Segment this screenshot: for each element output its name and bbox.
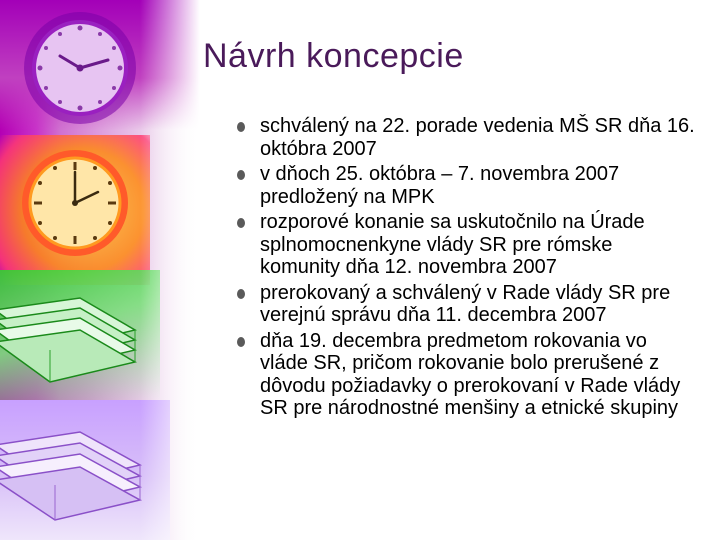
bullet-item	[236, 211, 696, 279]
bullet-dot-icon	[237, 218, 245, 228]
bullet-text: v dňoch 25. októbra – 7. novembra 2007 predložený na MPK	[260, 163, 620, 208]
strip-fade	[140, 0, 200, 540]
bullet-item	[236, 163, 696, 208]
bullet-text: rozporové konanie sa uskutočnilo na Úrade splnomocnenkyne vlády SR pre rómske komunity dňa 12. novembra 2007	[260, 211, 645, 278]
bullet-text: schválený na 22. porade vedenia MŠ SR dňa 16. októbra 2007	[260, 115, 695, 160]
bullet-dot-icon	[237, 122, 245, 132]
orange-clock-icon	[20, 148, 130, 258]
purple-papers-icon	[0, 420, 150, 530]
bullet-text: prerokovaný a schválený v Rade vlády SR pre verejnú správu dňa 11. decembra 2007	[260, 281, 671, 326]
slide-title: Návrh koncepcie	[203, 37, 464, 75]
bullet-text: dňa 19. decembra predmetom rokovania vo vláde SR, pričom rokovanie bolo prerušené z dôvodu požiadavky o prerokovaní v Rade vlády SR pre národnostné menšiny a etnické skupiny	[260, 329, 681, 419]
bullet-list	[236, 115, 696, 423]
bullet-dot-icon	[237, 337, 245, 347]
green-papers-icon	[0, 290, 150, 390]
bullet-dot-icon	[237, 289, 245, 299]
bullet-dot-icon	[237, 170, 245, 180]
bullet-item	[236, 115, 696, 160]
bullet-item	[236, 282, 696, 327]
bullet-item	[236, 330, 696, 420]
decorative-side-strip	[0, 0, 200, 540]
purple-clock-icon	[20, 8, 140, 128]
